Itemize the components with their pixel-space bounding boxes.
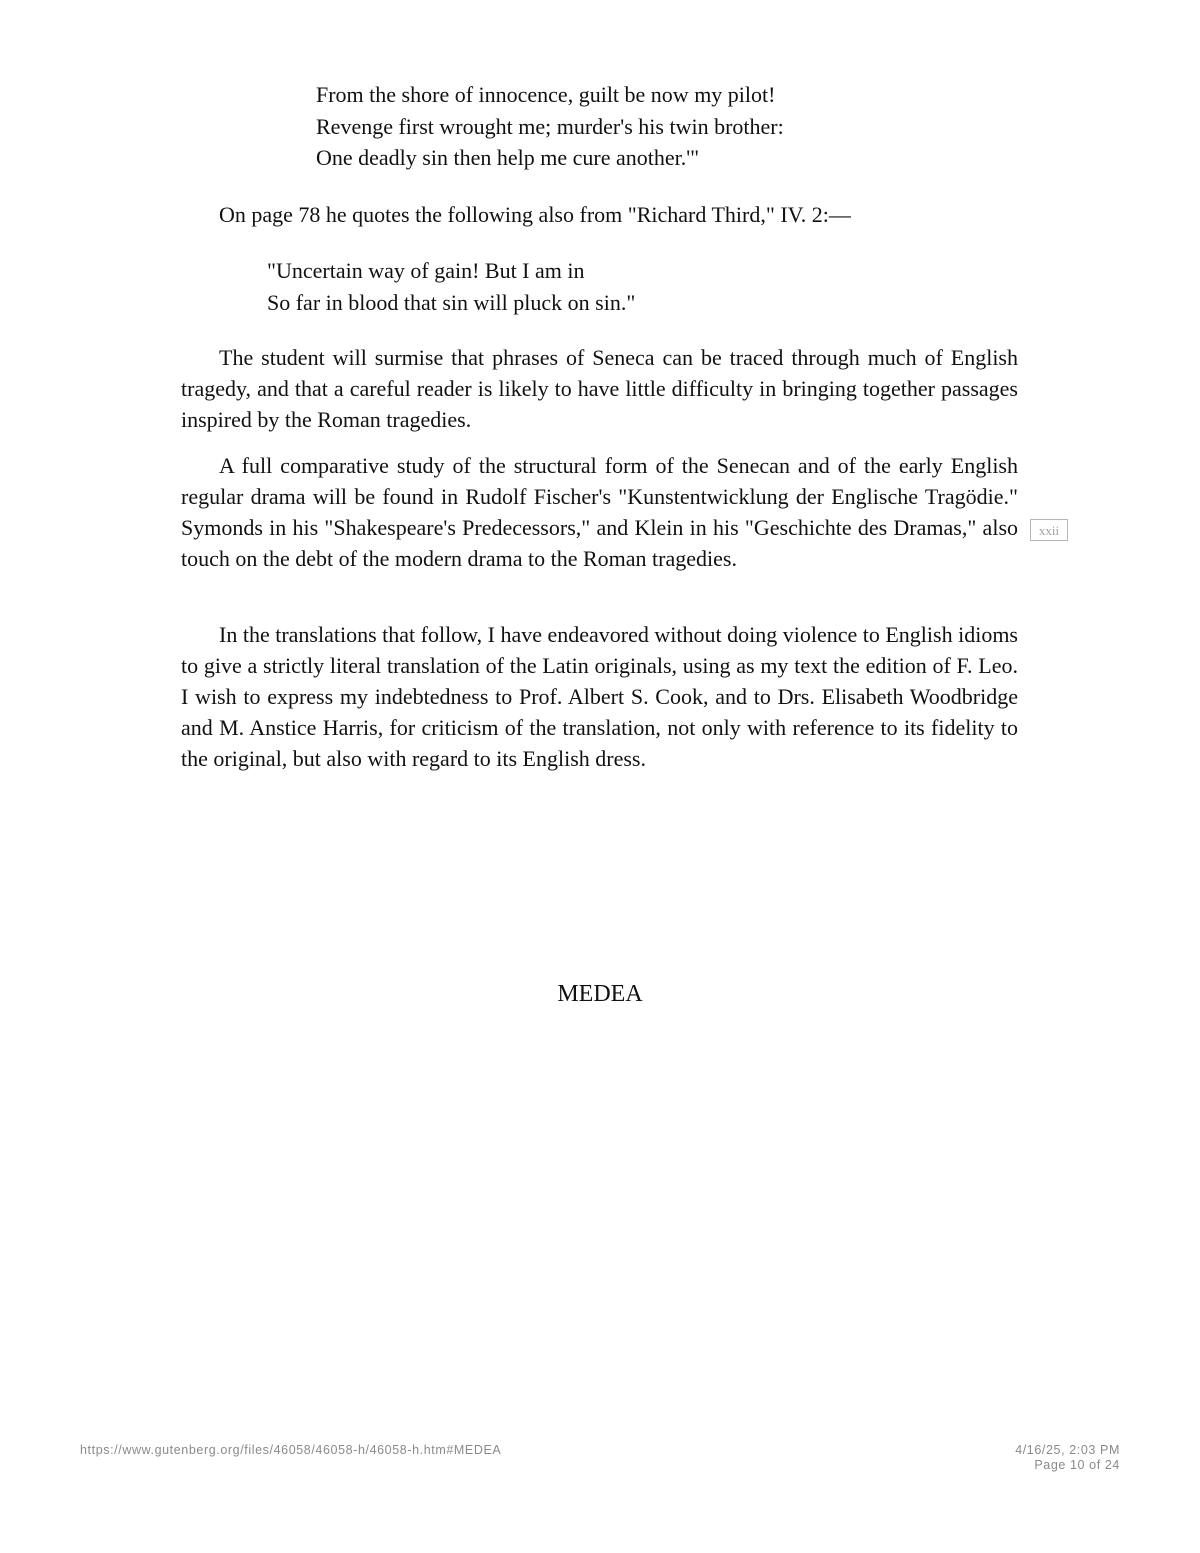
body-paragraph: In the translations that follow, I have endeavored without doing violence to English idioms to give a strictly literal translation of the Latin originals, using as my text the edition of F. Leo. I wish to express my indebtedness to Prof. Albert S. Cook, and to Drs. Elisabeth Woodbridge and M. Anstice Harris, for criticism of the translation, not only with reference to its fidelity to the original, but also with regard to its English dress. [181,622,1018,771]
body-paragraph: The student will surmise that phrases of Seneca can be traced through much of English tragedy, and that a careful reader is likely to have little difficulty in bringing together passages inspired by the Roman tragedies. [181,345,1018,432]
page-number-marker[interactable]: xxii [1030,519,1068,541]
footer-page-count: Page 10 of 24 [1034,1458,1120,1472]
verse-line: So far in blood that sin will pluck on sin." [267,289,636,315]
verse-line: Revenge first wrought me; murder's his twin brother: [316,113,784,139]
verse-quote-richard-third [316,79,784,174]
footer-datetime: 4/16/25, 2:03 PM [1015,1443,1120,1457]
verse-line: One deadly sin then help me cure another.'" [316,145,700,170]
verse-line: From the shore of innocence, guilt be now my pilot! [316,82,776,107]
verse-line: "Uncertain way of gain! But I am in [267,258,585,283]
body-paragraph: A full comparative study of the structural form of the Senecan and of the early English regular drama will be found in Rudolf Fischer's "Kunstentwicklung der Englische Tragödie." Symonds in his "Shakespeare's Predecessors," and Klein in his "Geschichte des Dramas," also touch on the debt of the modern drama to the Roman tragedies. [181,453,1018,571]
intro-paragraph: On page 78 he quotes the following also from "Richard Third," IV. 2:— [219,202,851,227]
section-heading: MEDEA [557,981,643,1007]
footer-url: https://www.gutenberg.org/files/46058/46058-h/46058-h.htm#MEDEA [80,1443,502,1457]
verse-quote-uncertain-way [267,255,635,318]
footer-meta [1015,1443,1120,1473]
